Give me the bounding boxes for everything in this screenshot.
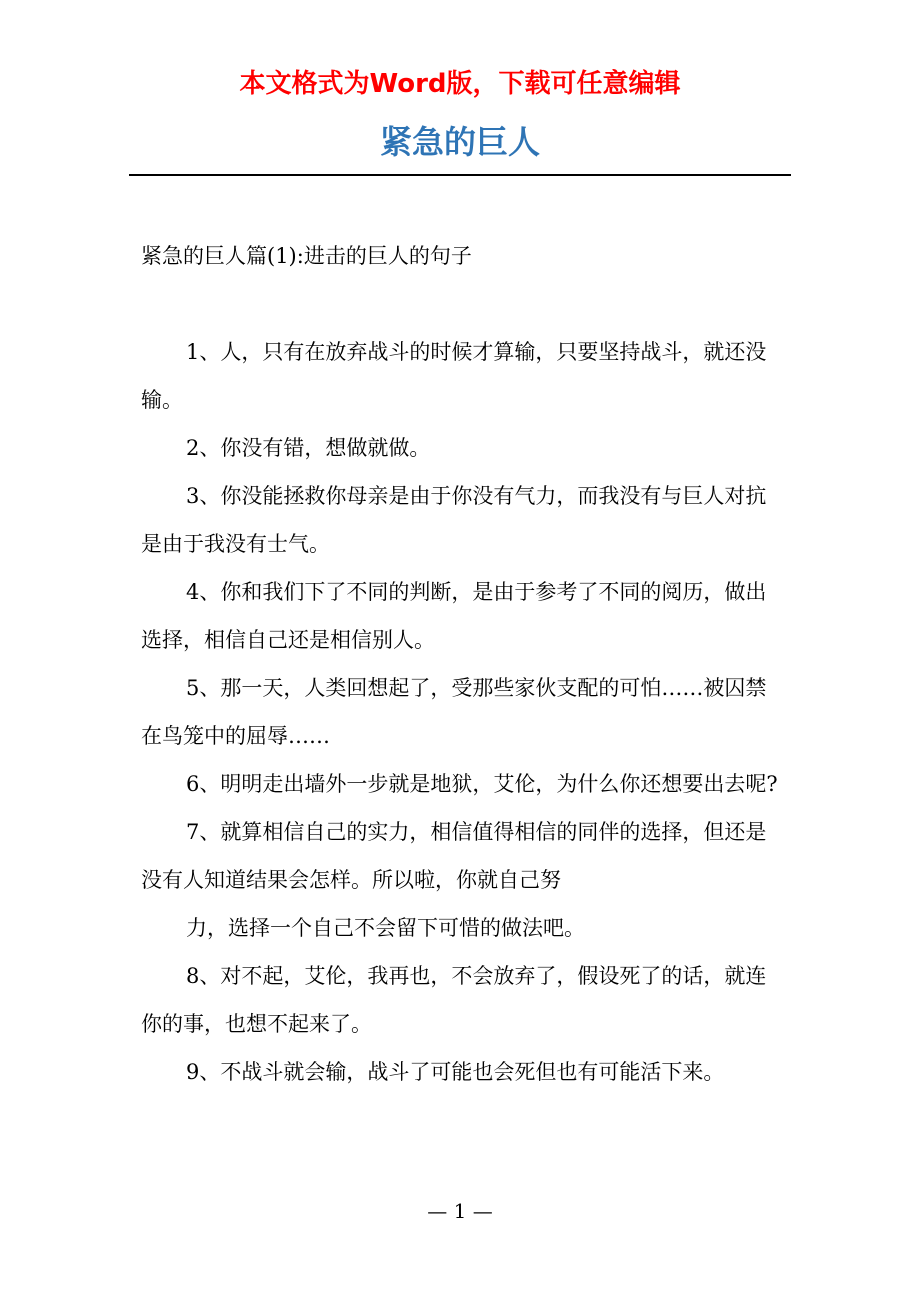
document-body — [141, 232, 781, 1096]
quote-paragraph: 4、你和我们下了不同的判断，是由于参考了不同的阅历，做出选择，相信自己还是相信别人。 — [141, 580, 767, 652]
document-title: 紧急的巨人 — [379, 123, 540, 161]
quote-paragraph: 9、不战斗就会输，战斗了可能也会死但也有可能活下来。 — [186, 1060, 725, 1084]
section-heading: 紧急的巨人篇(1):进击的巨人的句子 — [141, 244, 472, 268]
quote-paragraph: 2、你没有错，想做就做。 — [186, 436, 431, 460]
format-banner: 本文格式为Word版，下载可任意编辑 — [239, 69, 681, 99]
quote-paragraph: 8、对不起，艾伦，我再也，不会放弃了，假设死了的话，就连你的事，也想不起来了。 — [141, 964, 767, 1036]
page-number: — 1 — — [427, 1199, 493, 1223]
quote-paragraph: 6、明明走出墙外一步就是地狱，艾伦，为什么你还想要出去呢? — [186, 772, 778, 796]
quote-paragraph: 3、你没能拯救你母亲是由于你没有气力，而我没有与巨人对抗是由于我没有士气。 — [141, 484, 767, 556]
quote-paragraph: 7、就算相信自己的实力，相信值得相信的同伴的选择，但还是没有人知道结果会怎样。所以啦，你就自己努 — [141, 820, 767, 892]
title-divider — [129, 174, 791, 176]
quote-paragraph: 5、那一天，人类回想起了，受那些家伙支配的可怕……被囚禁在鸟笼中的屈辱…… — [141, 676, 767, 748]
quote-paragraph: 1、人，只有在放弃战斗的时候才算输，只要坚持战斗，就还没输。 — [141, 340, 767, 412]
quote-paragraph: 力，选择一个自己不会留下可惜的做法吧。 — [186, 916, 585, 940]
